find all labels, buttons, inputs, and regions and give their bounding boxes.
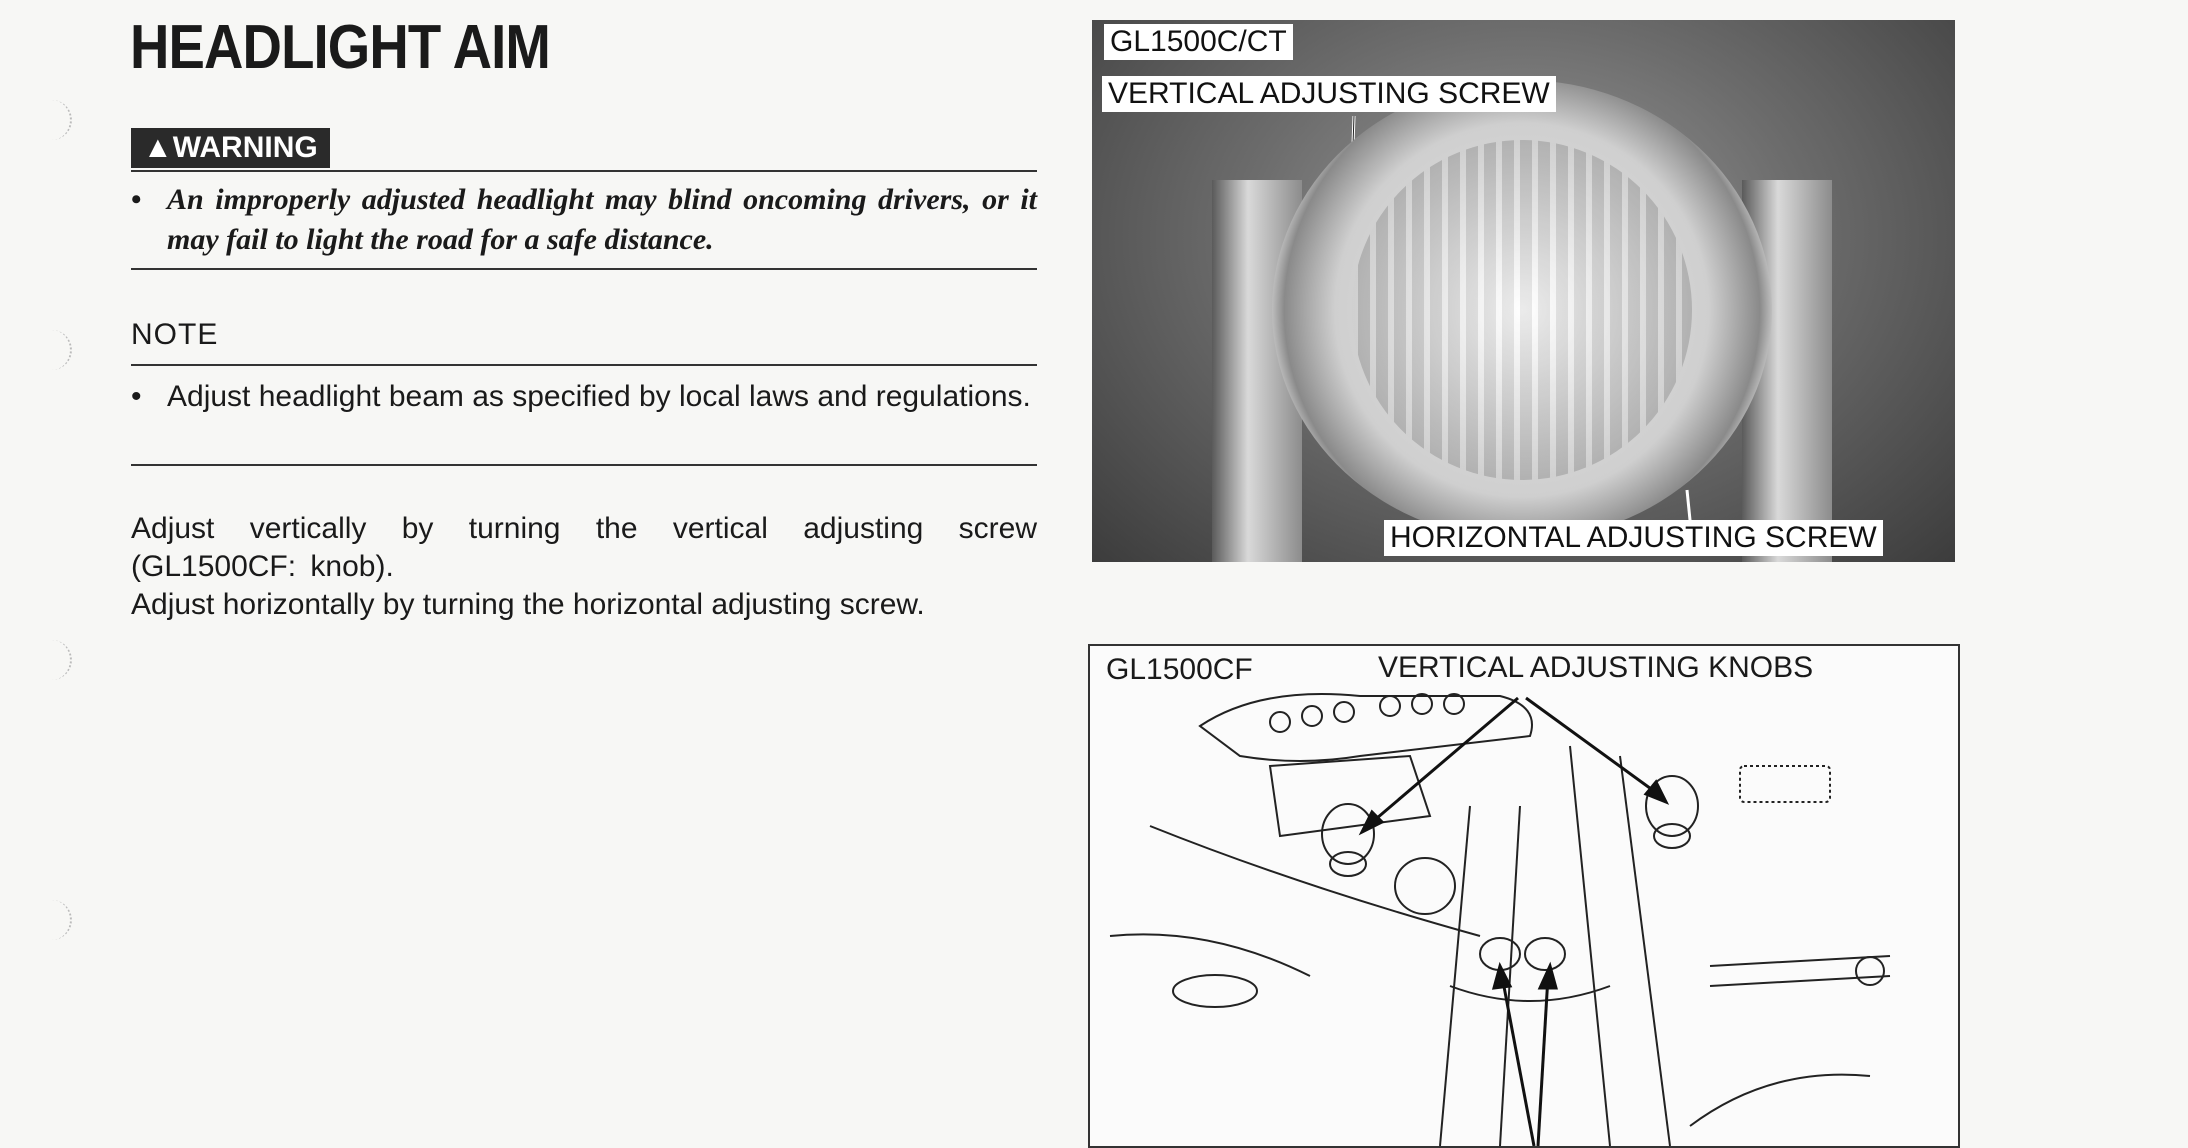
warning-bullet: • An improperly adjusted headlight may blind oncoming drivers, or it may fail to light the road for a safe distance. — [131, 180, 1037, 260]
warning-badge — [131, 128, 330, 168]
warning-text — [131, 180, 1037, 260]
diagram-model-label: GL1500CF — [1102, 652, 1257, 688]
headlight-photo — [1092, 20, 1955, 562]
note-label: NOTE — [131, 318, 219, 351]
binder-hole-mark — [0, 100, 72, 140]
instructions — [131, 510, 1037, 624]
page-title: HEADLIGHT AIM — [130, 13, 550, 82]
instruction-vertical: Adjust vertically by turning the vertical adjusting screw (GL1500CF: knob). — [131, 512, 1037, 583]
divider — [131, 464, 1037, 466]
divider — [131, 170, 1037, 172]
horizontal-screw-callout: HORIZONTAL ADJUSTING SCREW — [1384, 520, 1883, 556]
instruction-horizontal: Adjust horizontally by turning the horizontal adjusting screw. — [131, 588, 925, 621]
warning-label: WARNING — [172, 131, 318, 164]
vertical-screw-callout: VERTICAL ADJUSTING SCREW — [1102, 76, 1556, 112]
headlight-lens — [1352, 140, 1692, 480]
vertical-knobs-callout: VERTICAL ADJUSTING KNOBS — [1374, 650, 1817, 686]
divider — [131, 268, 1037, 270]
note-bullet: • Adjust headlight beam as specified by local laws and regulations. — [131, 378, 1037, 416]
note-text — [131, 378, 1037, 416]
binder-hole-mark — [0, 330, 72, 370]
knob-diagram — [1088, 644, 1960, 1148]
divider — [131, 364, 1037, 366]
binder-hole-mark — [0, 900, 72, 940]
warning-triangle-icon: ▲ — [143, 131, 173, 164]
photo-model-label: GL1500C/CT — [1104, 24, 1293, 60]
knob-callout-arrows — [1090, 646, 1958, 1146]
binder-hole-mark — [0, 640, 72, 680]
